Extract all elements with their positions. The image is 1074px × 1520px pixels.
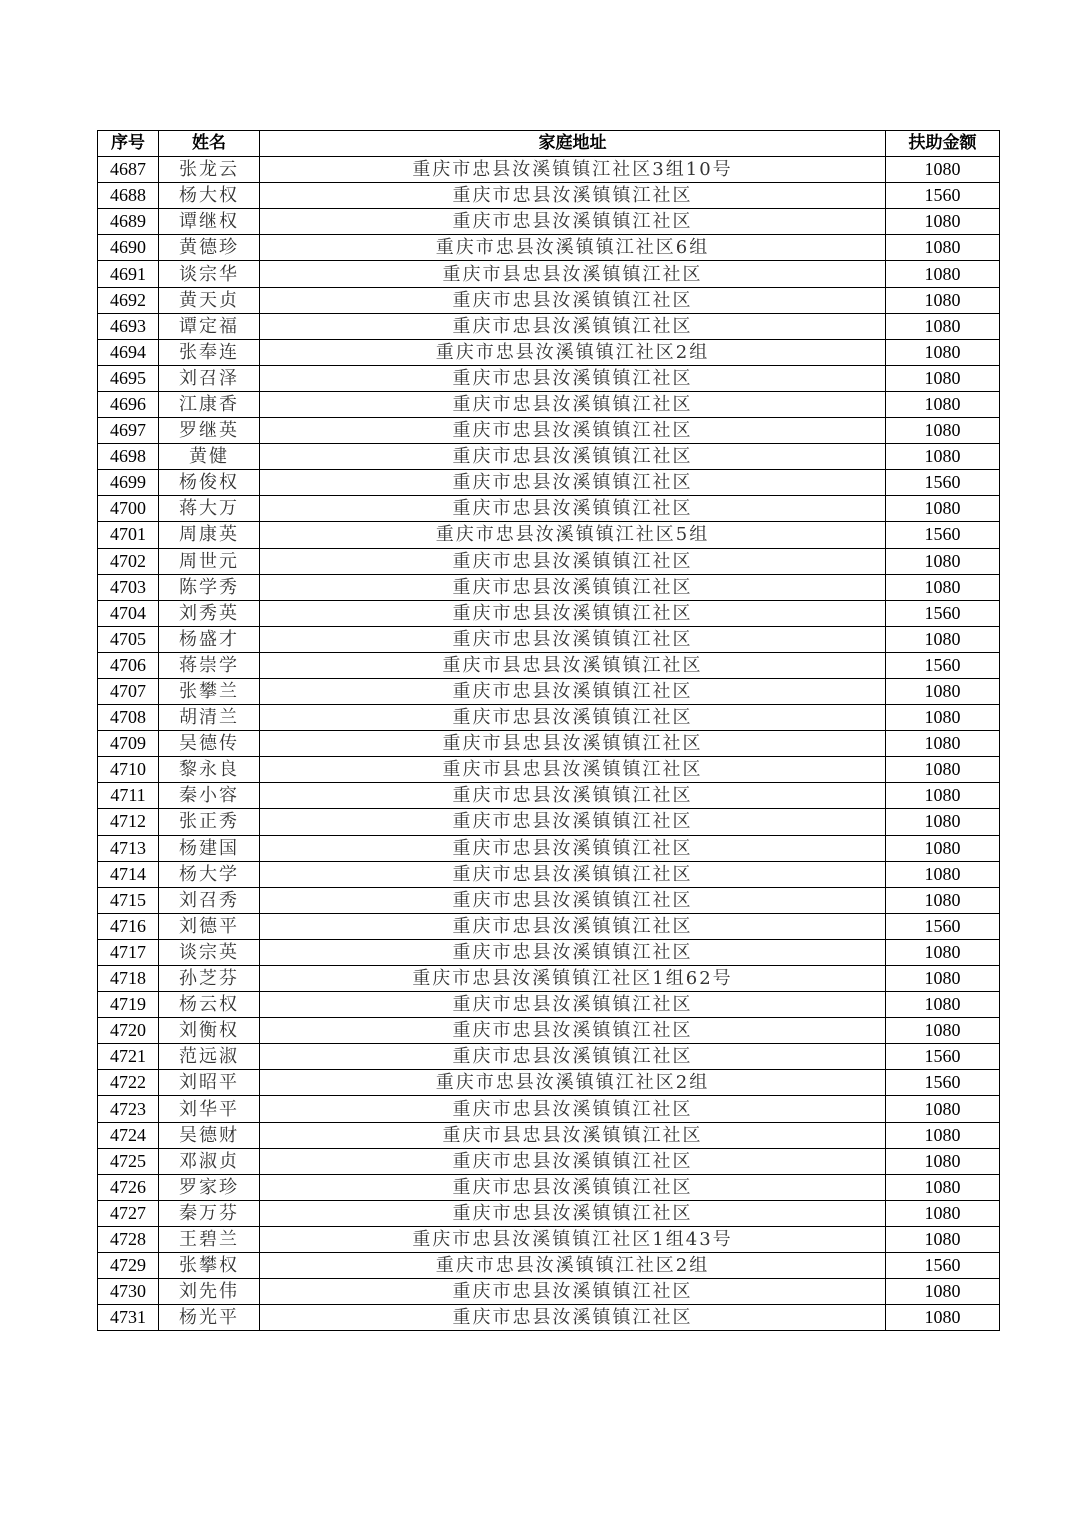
cell-name: 刘德平 (159, 913, 260, 939)
cell-name: 张攀兰 (159, 678, 260, 704)
cell-address: 重庆市忠县汝溪镇镇江社区 (260, 887, 886, 913)
cell-address: 重庆市忠县汝溪镇镇江社区 (260, 705, 886, 731)
cell-address: 重庆市忠县汝溪镇镇江社区 (260, 548, 886, 574)
cell-seq: 4698 (98, 444, 159, 470)
cell-amount: 1080 (886, 783, 1000, 809)
cell-amount: 1080 (886, 1200, 1000, 1226)
cell-name: 刘昭平 (159, 1070, 260, 1096)
cell-address: 重庆市忠县汝溪镇镇江社区1组62号 (260, 966, 886, 992)
cell-seq: 4692 (98, 287, 159, 313)
cell-seq: 4697 (98, 418, 159, 444)
cell-address: 重庆市忠县汝溪镇镇江社区 (260, 809, 886, 835)
table-row (98, 1044, 1000, 1070)
cell-name: 吴德财 (159, 1122, 260, 1148)
cell-name: 黄健 (159, 444, 260, 470)
table-row (98, 913, 1000, 939)
cell-name: 江康香 (159, 391, 260, 417)
cell-amount: 1080 (886, 157, 1000, 183)
cell-seq: 4702 (98, 548, 159, 574)
table-row (98, 261, 1000, 287)
cell-name: 邓淑贞 (159, 1148, 260, 1174)
cell-address: 重庆市忠县汝溪镇镇江社区 (260, 574, 886, 600)
cell-seq: 4705 (98, 626, 159, 652)
table-row (98, 992, 1000, 1018)
cell-name: 黄天贞 (159, 287, 260, 313)
table-row (98, 339, 1000, 365)
cell-name: 黎永良 (159, 757, 260, 783)
cell-name: 刘华平 (159, 1096, 260, 1122)
cell-seq: 4721 (98, 1044, 159, 1070)
cell-address: 重庆市忠县汝溪镇镇江社区6组 (260, 235, 886, 261)
cell-seq: 4690 (98, 235, 159, 261)
cell-address: 重庆市忠县汝溪镇镇江社区 (260, 783, 886, 809)
cell-amount: 1080 (886, 313, 1000, 339)
cell-amount: 1080 (886, 678, 1000, 704)
cell-seq: 4719 (98, 992, 159, 1018)
cell-address: 重庆市忠县汝溪镇镇江社区 (260, 861, 886, 887)
table-row (98, 783, 1000, 809)
table-row (98, 391, 1000, 417)
cell-name: 刘召秀 (159, 887, 260, 913)
cell-name: 谭继权 (159, 209, 260, 235)
cell-amount: 1080 (886, 966, 1000, 992)
cell-seq: 4720 (98, 1018, 159, 1044)
table-row (98, 1305, 1000, 1331)
cell-seq: 4693 (98, 313, 159, 339)
cell-address: 重庆市忠县汝溪镇镇江社区 (260, 1200, 886, 1226)
cell-name: 胡清兰 (159, 705, 260, 731)
cell-amount: 1080 (886, 287, 1000, 313)
cell-name: 杨光平 (159, 1305, 260, 1331)
cell-name: 张正秀 (159, 809, 260, 835)
cell-seq: 4723 (98, 1096, 159, 1122)
cell-address: 重庆市忠县汝溪镇镇江社区 (260, 444, 886, 470)
table-row (98, 1200, 1000, 1226)
cell-address: 重庆市忠县汝溪镇镇江社区 (260, 626, 886, 652)
table-row (98, 470, 1000, 496)
table-row (98, 757, 1000, 783)
table-row (98, 626, 1000, 652)
table-row (98, 548, 1000, 574)
cell-seq: 4699 (98, 470, 159, 496)
cell-amount: 1080 (886, 887, 1000, 913)
header-amount: 扶助金额 (886, 131, 1000, 157)
cell-seq: 4731 (98, 1305, 159, 1331)
cell-address: 重庆市忠县汝溪镇镇江社区 (260, 313, 886, 339)
cell-seq: 4706 (98, 652, 159, 678)
table-row (98, 157, 1000, 183)
cell-address: 重庆市县忠县汝溪镇镇江社区 (260, 757, 886, 783)
table-row (98, 600, 1000, 626)
cell-amount: 1080 (886, 496, 1000, 522)
cell-seq: 4704 (98, 600, 159, 626)
table-row (98, 313, 1000, 339)
cell-name: 杨俊权 (159, 470, 260, 496)
cell-name: 秦万芬 (159, 1200, 260, 1226)
cell-address: 重庆市忠县汝溪镇镇江社区 (260, 470, 886, 496)
cell-name: 杨盛才 (159, 626, 260, 652)
cell-address: 重庆市忠县汝溪镇镇江社区 (260, 1174, 886, 1200)
cell-seq: 4688 (98, 183, 159, 209)
cell-address: 重庆市忠县汝溪镇镇江社区 (260, 1044, 886, 1070)
cell-name: 刘衡权 (159, 1018, 260, 1044)
table-row (98, 1174, 1000, 1200)
cell-amount: 1080 (886, 1305, 1000, 1331)
cell-address: 重庆市忠县汝溪镇镇江社区2组 (260, 339, 886, 365)
cell-amount: 1080 (886, 235, 1000, 261)
cell-amount: 1080 (886, 731, 1000, 757)
cell-amount: 1080 (886, 1018, 1000, 1044)
cell-seq: 4708 (98, 705, 159, 731)
cell-seq: 4712 (98, 809, 159, 835)
table-row (98, 1070, 1000, 1096)
cell-amount: 1080 (886, 261, 1000, 287)
cell-name: 谭定福 (159, 313, 260, 339)
cell-seq: 4713 (98, 835, 159, 861)
cell-address: 重庆市忠县汝溪镇镇江社区 (260, 183, 886, 209)
table-row (98, 496, 1000, 522)
table-body (98, 157, 1000, 1331)
table-row (98, 1096, 1000, 1122)
cell-seq: 4718 (98, 966, 159, 992)
table-row (98, 678, 1000, 704)
cell-seq: 4689 (98, 209, 159, 235)
cell-seq: 4728 (98, 1226, 159, 1252)
table-row (98, 183, 1000, 209)
cell-amount: 1080 (886, 1148, 1000, 1174)
table-row (98, 835, 1000, 861)
cell-amount: 1080 (886, 861, 1000, 887)
cell-amount: 1080 (886, 835, 1000, 861)
cell-seq: 4694 (98, 339, 159, 365)
cell-seq: 4711 (98, 783, 159, 809)
subsidy-table (97, 130, 1000, 1331)
cell-address: 重庆市忠县汝溪镇镇江社区 (260, 1305, 886, 1331)
table-row (98, 1226, 1000, 1252)
cell-seq: 4709 (98, 731, 159, 757)
cell-seq: 4714 (98, 861, 159, 887)
cell-seq: 4701 (98, 522, 159, 548)
table-header (98, 131, 1000, 157)
cell-name: 谈宗英 (159, 939, 260, 965)
cell-address: 重庆市忠县汝溪镇镇江社区 (260, 992, 886, 1018)
cell-name: 周世元 (159, 548, 260, 574)
header-seq: 序号 (98, 131, 159, 157)
cell-amount: 1560 (886, 913, 1000, 939)
cell-name: 范远淑 (159, 1044, 260, 1070)
cell-seq: 4729 (98, 1253, 159, 1279)
cell-amount: 1080 (886, 1226, 1000, 1252)
cell-amount: 1560 (886, 183, 1000, 209)
cell-address: 重庆市忠县汝溪镇镇江社区 (260, 1279, 886, 1305)
cell-amount: 1560 (886, 600, 1000, 626)
cell-address: 重庆市忠县汝溪镇镇江社区 (260, 678, 886, 704)
cell-amount: 1080 (886, 548, 1000, 574)
cell-address: 重庆市忠县汝溪镇镇江社区2组 (260, 1070, 886, 1096)
cell-amount: 1560 (886, 652, 1000, 678)
cell-amount: 1080 (886, 209, 1000, 235)
header-row (98, 131, 1000, 157)
cell-seq: 4696 (98, 391, 159, 417)
cell-address: 重庆市忠县汝溪镇镇江社区3组10号 (260, 157, 886, 183)
cell-amount: 1560 (886, 522, 1000, 548)
cell-seq: 4715 (98, 887, 159, 913)
cell-name: 秦小容 (159, 783, 260, 809)
cell-address: 重庆市县忠县汝溪镇镇江社区 (260, 261, 886, 287)
cell-name: 王碧兰 (159, 1226, 260, 1252)
cell-name: 谈宗华 (159, 261, 260, 287)
cell-amount: 1080 (886, 574, 1000, 600)
table-row (98, 861, 1000, 887)
table-row (98, 1253, 1000, 1279)
cell-amount: 1080 (886, 391, 1000, 417)
cell-amount: 1560 (886, 1044, 1000, 1070)
cell-name: 张奉连 (159, 339, 260, 365)
cell-name: 罗家珍 (159, 1174, 260, 1200)
cell-seq: 4727 (98, 1200, 159, 1226)
cell-seq: 4710 (98, 757, 159, 783)
cell-name: 蒋大万 (159, 496, 260, 522)
table-row (98, 1148, 1000, 1174)
table-row (98, 444, 1000, 470)
table-row (98, 1122, 1000, 1148)
cell-name: 张攀权 (159, 1253, 260, 1279)
cell-amount: 1080 (886, 939, 1000, 965)
cell-address: 重庆市忠县汝溪镇镇江社区 (260, 835, 886, 861)
cell-name: 罗继英 (159, 418, 260, 444)
table-row (98, 1279, 1000, 1305)
cell-amount: 1560 (886, 1253, 1000, 1279)
cell-amount: 1080 (886, 626, 1000, 652)
cell-amount: 1080 (886, 365, 1000, 391)
table-row (98, 809, 1000, 835)
table-row (98, 1018, 1000, 1044)
table-row (98, 966, 1000, 992)
cell-amount: 1080 (886, 757, 1000, 783)
cell-seq: 4687 (98, 157, 159, 183)
cell-name: 陈学秀 (159, 574, 260, 600)
cell-name: 孙芝芬 (159, 966, 260, 992)
cell-seq: 4691 (98, 261, 159, 287)
cell-address: 重庆市忠县汝溪镇镇江社区 (260, 209, 886, 235)
cell-name: 张龙云 (159, 157, 260, 183)
cell-name: 杨建国 (159, 835, 260, 861)
table-row (98, 705, 1000, 731)
cell-address: 重庆市忠县汝溪镇镇江社区 (260, 1096, 886, 1122)
cell-amount: 1080 (886, 1122, 1000, 1148)
cell-amount: 1080 (886, 339, 1000, 365)
cell-name: 杨云权 (159, 992, 260, 1018)
cell-seq: 4730 (98, 1279, 159, 1305)
cell-seq: 4707 (98, 678, 159, 704)
cell-name: 周康英 (159, 522, 260, 548)
cell-address: 重庆市忠县汝溪镇镇江社区 (260, 391, 886, 417)
cell-address: 重庆市忠县汝溪镇镇江社区 (260, 365, 886, 391)
cell-seq: 4717 (98, 939, 159, 965)
cell-seq: 4722 (98, 1070, 159, 1096)
header-name: 姓名 (159, 131, 260, 157)
cell-seq: 4726 (98, 1174, 159, 1200)
table-row (98, 365, 1000, 391)
cell-seq: 4725 (98, 1148, 159, 1174)
cell-seq: 4703 (98, 574, 159, 600)
cell-address: 重庆市忠县汝溪镇镇江社区 (260, 1018, 886, 1044)
table-row (98, 235, 1000, 261)
cell-address: 重庆市忠县汝溪镇镇江社区 (260, 1148, 886, 1174)
table-row (98, 887, 1000, 913)
cell-name: 杨大权 (159, 183, 260, 209)
cell-seq: 4724 (98, 1122, 159, 1148)
cell-name: 刘秀英 (159, 600, 260, 626)
table-row (98, 522, 1000, 548)
table-row (98, 209, 1000, 235)
cell-name: 刘先伟 (159, 1279, 260, 1305)
cell-amount: 1080 (886, 444, 1000, 470)
cell-address: 重庆市忠县汝溪镇镇江社区 (260, 913, 886, 939)
cell-name: 黄德珍 (159, 235, 260, 261)
cell-name: 刘召泽 (159, 365, 260, 391)
cell-amount: 1080 (886, 705, 1000, 731)
cell-amount: 1080 (886, 418, 1000, 444)
cell-name: 杨大学 (159, 861, 260, 887)
cell-seq: 4716 (98, 913, 159, 939)
table-row (98, 939, 1000, 965)
table-row (98, 731, 1000, 757)
cell-address: 重庆市忠县汝溪镇镇江社区5组 (260, 522, 886, 548)
cell-seq: 4700 (98, 496, 159, 522)
cell-address: 重庆市忠县汝溪镇镇江社区2组 (260, 1253, 886, 1279)
cell-address: 重庆市忠县汝溪镇镇江社区 (260, 939, 886, 965)
cell-name: 蒋崇学 (159, 652, 260, 678)
cell-amount: 1560 (886, 470, 1000, 496)
cell-amount: 1080 (886, 1279, 1000, 1305)
cell-amount: 1080 (886, 809, 1000, 835)
cell-address: 重庆市县忠县汝溪镇镇江社区 (260, 652, 886, 678)
header-address: 家庭地址 (260, 131, 886, 157)
cell-amount: 1080 (886, 1096, 1000, 1122)
cell-address: 重庆市县忠县汝溪镇镇江社区 (260, 1122, 886, 1148)
cell-address: 重庆市忠县汝溪镇镇江社区 (260, 418, 886, 444)
table-row (98, 418, 1000, 444)
cell-seq: 4695 (98, 365, 159, 391)
cell-amount: 1560 (886, 1070, 1000, 1096)
cell-address: 重庆市忠县汝溪镇镇江社区 (260, 600, 886, 626)
cell-address: 重庆市忠县汝溪镇镇江社区1组43号 (260, 1226, 886, 1252)
table-row (98, 652, 1000, 678)
cell-amount: 1080 (886, 992, 1000, 1018)
table-row (98, 574, 1000, 600)
cell-address: 重庆市忠县汝溪镇镇江社区 (260, 287, 886, 313)
cell-address: 重庆市忠县汝溪镇镇江社区 (260, 496, 886, 522)
table-row (98, 287, 1000, 313)
cell-address: 重庆市县忠县汝溪镇镇江社区 (260, 731, 886, 757)
cell-amount: 1080 (886, 1174, 1000, 1200)
cell-name: 吴德传 (159, 731, 260, 757)
